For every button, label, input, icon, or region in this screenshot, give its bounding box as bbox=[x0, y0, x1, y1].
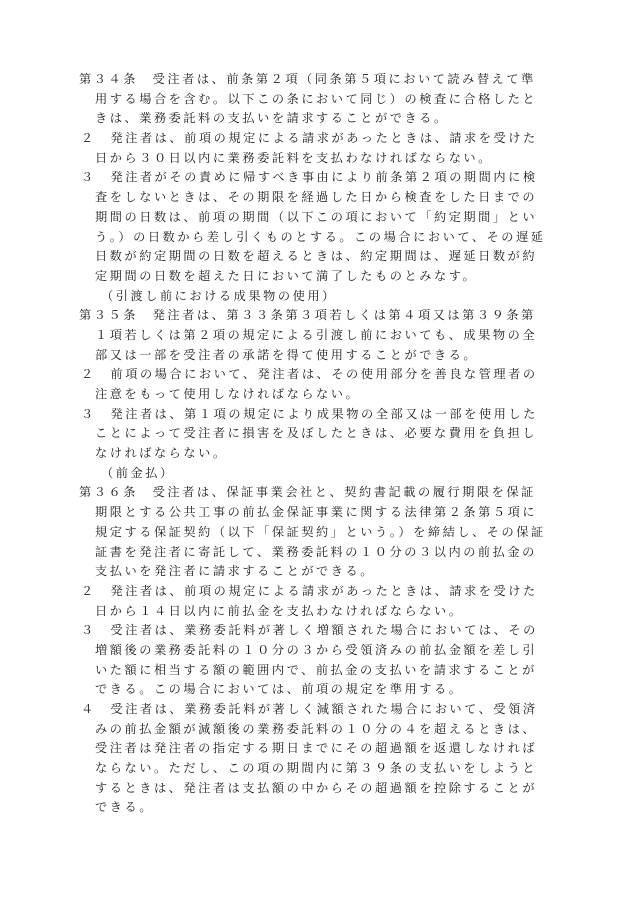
article-35-item-2 bbox=[79, 365, 557, 404]
text-line: みの前払金額が減額後の業務委託料の１０分の４を超えるときは、 bbox=[95, 721, 538, 736]
text-line: できる。 bbox=[95, 800, 154, 815]
text-line: ３ 発注者は、第１項の規定により成果物の全部又は一部を使用した bbox=[81, 406, 538, 421]
article-36-item-3 bbox=[79, 621, 557, 700]
text-line: 支払いを発注者に請求することができる。 bbox=[95, 564, 376, 579]
text-line: 定期間の日数を超えた日において満了したものとみなす。 bbox=[95, 268, 478, 283]
section-heading: （引渡し前における成果物の使用） bbox=[101, 288, 337, 303]
text-line: ２ 前項の場合において、発注者は、その使用部分を善良な管理者の bbox=[81, 367, 538, 382]
article-34-item-3 bbox=[79, 168, 557, 286]
article-35 bbox=[79, 306, 557, 365]
text-line: 証書を発注者に寄託して、業務委託料の１０分の３以内の前払金の bbox=[95, 544, 537, 559]
text-line: １項若しくは第２項の規定による引渡し前においても、成果物の全 bbox=[95, 327, 538, 342]
text-line: ならない。ただし、この項の期間内に第３９条の支払いをしようと bbox=[95, 761, 538, 776]
text-line: ２ 発注者は、前項の規定による請求があったときは、請求を受けた bbox=[81, 131, 538, 146]
text-line: 第３４条 受注者は、前条第２項（同条第５項において読み替えて準 bbox=[79, 72, 536, 86]
text-line: 日から１４日以内に前払金を支払わなければならない。 bbox=[95, 603, 464, 618]
section-heading: （前金払） bbox=[101, 465, 175, 480]
text-line: できる。この場合においては、前項の規定を準用する。 bbox=[95, 682, 464, 697]
article-34 bbox=[79, 70, 557, 129]
text-line: 用する場合を含む。以下この条において同じ）の検査に合格したと bbox=[95, 91, 538, 106]
text-line: ２ 発注者は、前項の規定による請求があったときは、請求を受けた bbox=[81, 583, 538, 598]
text-line: 期限とする公共工事の前払金保証事業に関する法律第２条第５項に bbox=[95, 505, 538, 520]
text-line: ３ 受注者は、業務委託料が著しく増額された場合においては、その bbox=[81, 623, 538, 638]
text-line: 第３５条 発注者は、第３３条第３項若しくは第４項又は第３９条第 bbox=[79, 308, 536, 323]
article-36-item-2 bbox=[79, 582, 557, 621]
text-line: 査をしないときは、その期限を経過した日から検査をした日までの bbox=[95, 190, 538, 205]
article-36 bbox=[79, 483, 557, 581]
text-line: 日数が約定期間の日数を超えるときは、約定期間は、遅延日数が約 bbox=[95, 249, 538, 264]
text-line: 部又は一部を受注者の承諾を得て使用することができる。 bbox=[95, 347, 479, 362]
article-35-item-3 bbox=[79, 405, 557, 464]
text-line: 日から３０日以内に業務委託料を支払わなければならない。 bbox=[95, 150, 493, 165]
text-line: いた額に相当する額の範囲内で、前払金の支払いを請求することが bbox=[95, 662, 537, 677]
text-line: するときは、発注者は支払額の中からその超過額を控除することが bbox=[95, 780, 538, 795]
text-line: 受注者は発注者の指定する期日までにその超過額を返還しなければ bbox=[95, 741, 538, 756]
text-line: 期間の日数は、前項の期間（以下この項において「約定期間」とい bbox=[95, 209, 538, 224]
text-line: ４ 受注者は、業務委託料が著しく減額された場合において、受領済 bbox=[81, 702, 538, 716]
text-line: ３ 発注者がその責めに帰すべき事由により前条第２項の期間内に検 bbox=[81, 170, 538, 185]
article-34-item-2 bbox=[79, 129, 557, 168]
text-line: ことによって受注者に損害を及ぼしたときは、必要な費用を負担し bbox=[95, 426, 538, 441]
text-line: 第３６条 受注者は、保証事業会社と、契約書記載の履行期限を保証 bbox=[79, 485, 536, 500]
text-line: なければならない。 bbox=[95, 446, 228, 461]
document-page bbox=[79, 70, 557, 818]
text-line: 注意をもって使用しなければならない。 bbox=[95, 387, 361, 401]
text-line: う。）の日数から差し引くものとする。この場合において、その遅延 bbox=[95, 229, 546, 244]
text-line: 規定する保証契約（以下「保証契約」という。）を締結し、その保証 bbox=[95, 524, 546, 539]
text-line: 増額後の業務委託料の１０分の３から受領済みの前払金額を差し引 bbox=[95, 642, 538, 657]
text-line: きは、業務委託料の支払いを請求することができる。 bbox=[95, 111, 449, 126]
article-36-item-4 bbox=[79, 700, 557, 818]
